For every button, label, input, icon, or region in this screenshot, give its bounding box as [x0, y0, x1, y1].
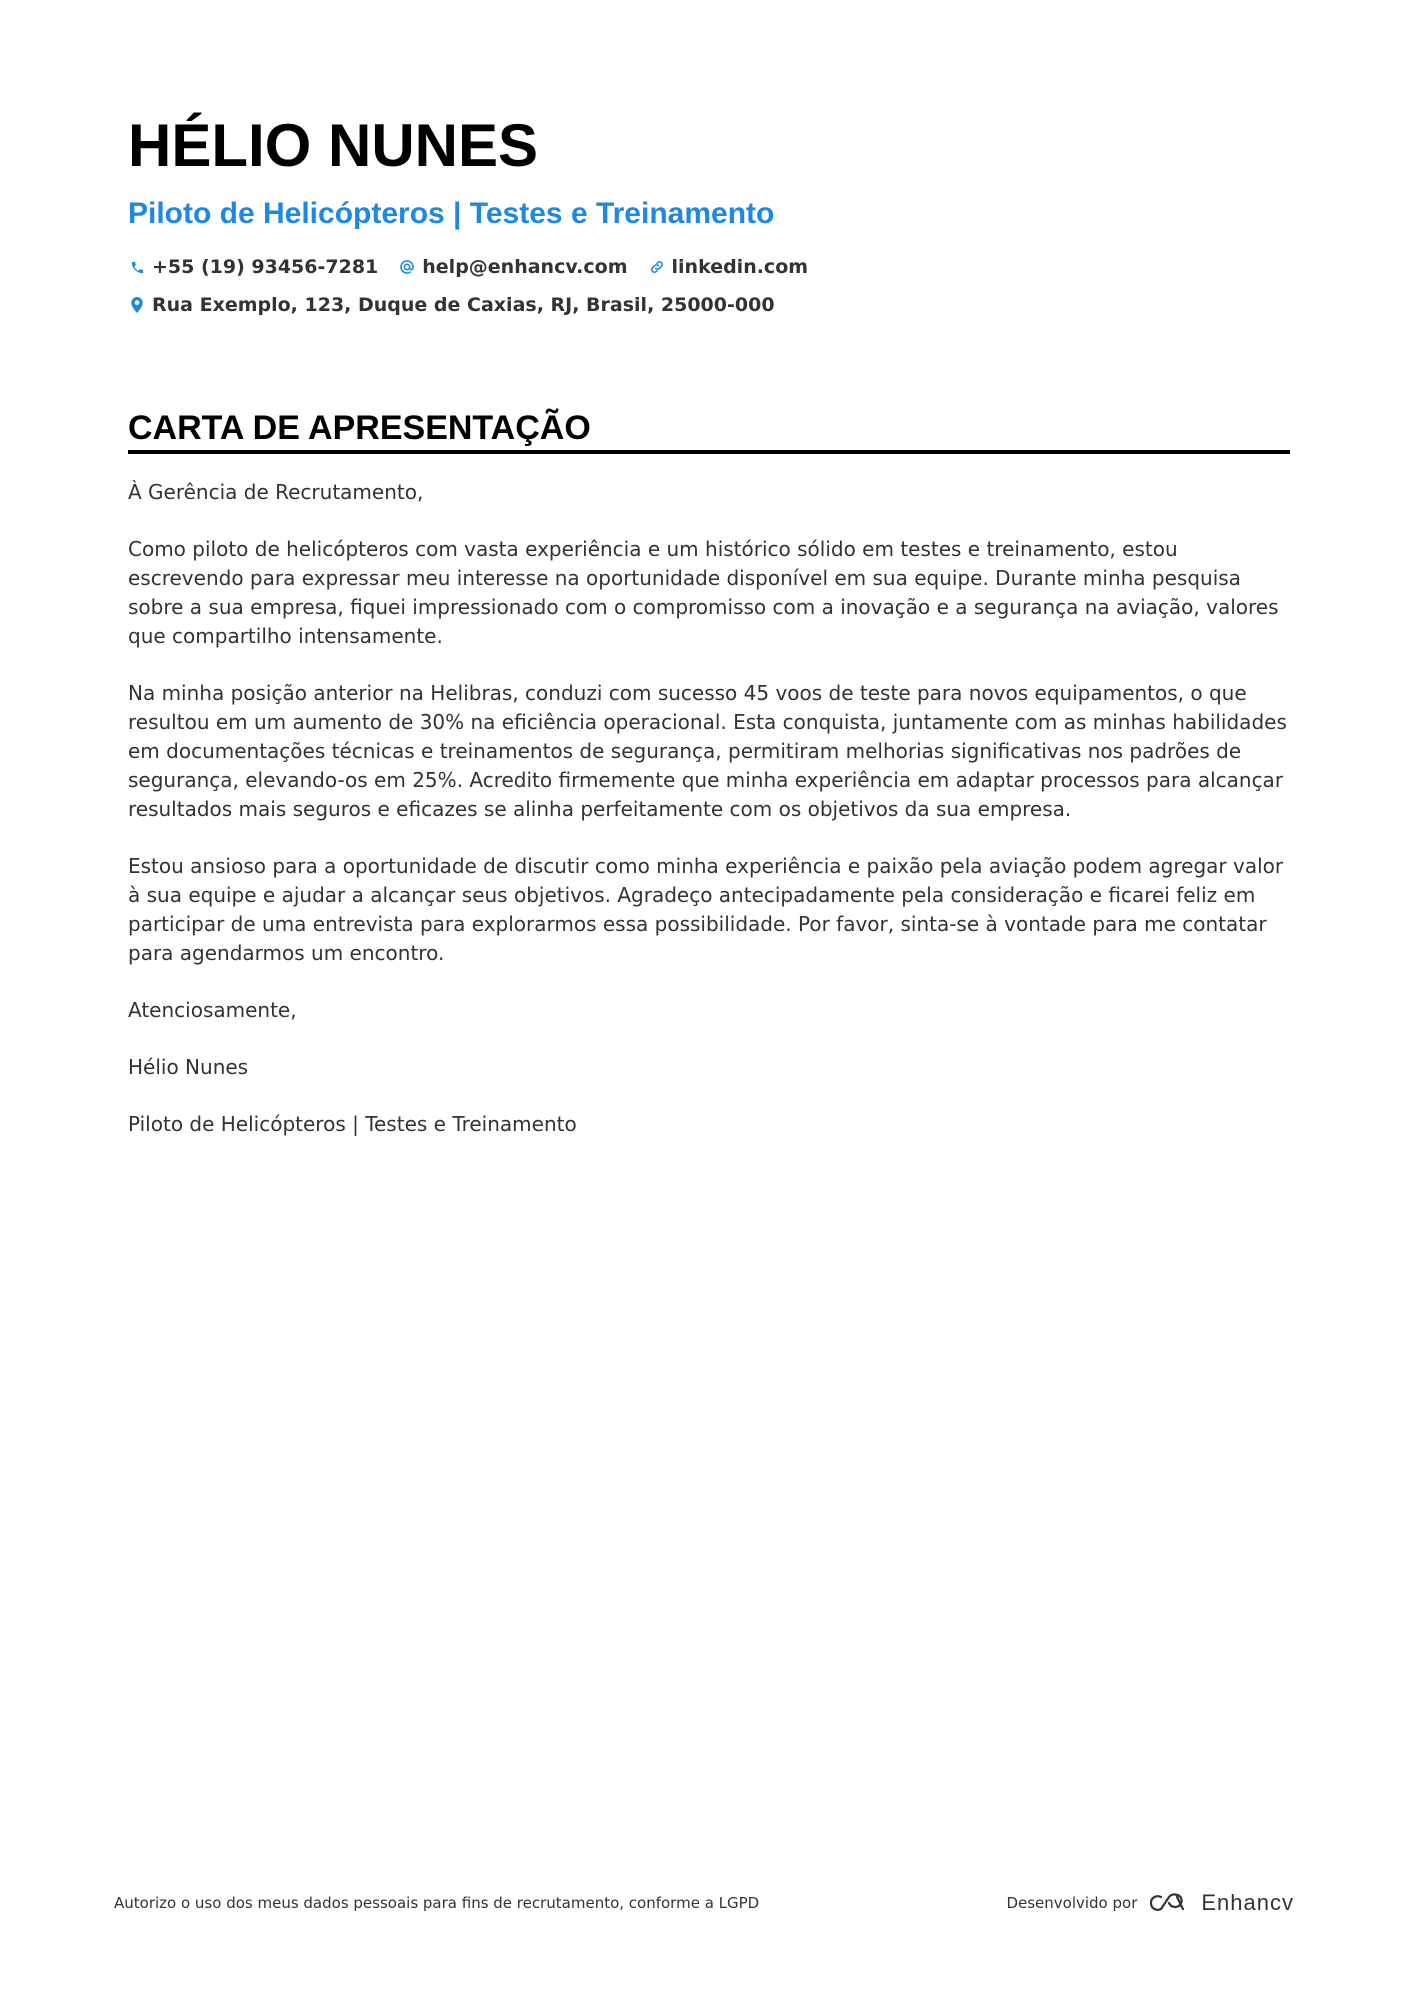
- contact-address: [128, 292, 775, 318]
- candidate-title: Piloto de Helicópteros | Testes e Treinamento: [128, 197, 775, 230]
- contact-linkedin[interactable]: [648, 254, 809, 280]
- header: [128, 108, 1288, 318]
- letter-closing: Atenciosamente,: [128, 998, 297, 1022]
- enhancv-logo-icon: [1147, 1891, 1193, 1915]
- powered-by[interactable]: [1006, 1890, 1294, 1916]
- contact-phone[interactable]: [128, 254, 378, 280]
- linkedin-link[interactable]: linkedin.com: [671, 256, 809, 278]
- contact-email[interactable]: [398, 254, 627, 280]
- letter-paragraph: Estou ansioso para a oportunidade de discutir como minha experiência e paixão pela aviação podem agregar valor à sua equipe e ajudar a alcançar seus objetivos. Agradeço antecipadamente pela consideração e ficarei feliz em participar de uma entrevista para explorarmos essa possibilidade. Por favor, sinta-se à vontade para me contatar para agendarmos um encontro.: [128, 854, 1284, 965]
- cover-letter-section: [128, 408, 1290, 1167]
- letter-greeting: À Gerência de Recrutamento,: [128, 480, 424, 504]
- address-text: Rua Exemplo, 123, Duque de Caxias, RJ, Brasil, 25000-000: [152, 294, 775, 316]
- letter-paragraph: Como piloto de helicópteros com vasta experiência e um histórico sólido em testes e treinamento, estou escrevendo para expressar meu interesse na oportunidade disponível em sua equipe. Durante minha pesquisa sobre a sua empresa, fiquei impressionado com o compromisso com a inovação e a segurança na aviação, valores que compartilho intensamente.: [128, 537, 1279, 648]
- enhancv-brand: Enhancv: [1201, 1890, 1294, 1915]
- letter-body: [128, 478, 1290, 1139]
- phone-icon: [128, 258, 146, 276]
- email-link[interactable]: help@enhancv.com: [422, 256, 628, 278]
- signature-title: Piloto de Helicópteros | Testes e Treinamento: [128, 1112, 577, 1136]
- consent-text: Autorizo o uso dos meus dados pessoais para fins de recrutamento, conforme a LGPD: [114, 1894, 760, 1912]
- contact-row-primary: [128, 254, 1288, 280]
- link-icon: [648, 258, 666, 276]
- at-icon: [398, 258, 416, 276]
- footer: [114, 1890, 1294, 1916]
- phone-text: +55 (19) 93456-7281: [152, 256, 379, 278]
- contact-row-secondary: [128, 292, 1288, 318]
- letter-paragraph: Na minha posição anterior na Helibras, conduzi com sucesso 45 voos de teste para novos equipamentos, o que resultou em um aumento de 30% na eficiência operacional. Esta conquista, juntamente com as minhas habilidades em documentações técnicas e treinamentos de segurança, permitiram melhorias significativas nos padrões de segurança, elevando-os em 25%. Acredito firmemente que minha experiência em adaptar processos para alcançar resultados mais seguros e eficazes se alinha perfeitamente com os objetivos da sua empresa.: [128, 681, 1287, 821]
- signature-name: Hélio Nunes: [128, 1055, 249, 1079]
- powered-by-label: Desenvolvido por: [1006, 1894, 1138, 1912]
- location-pin-icon: [128, 296, 146, 314]
- section-title: CARTA DE APRESENTAÇÃO: [128, 408, 1290, 454]
- candidate-name: HÉLIO NUNES: [128, 112, 539, 179]
